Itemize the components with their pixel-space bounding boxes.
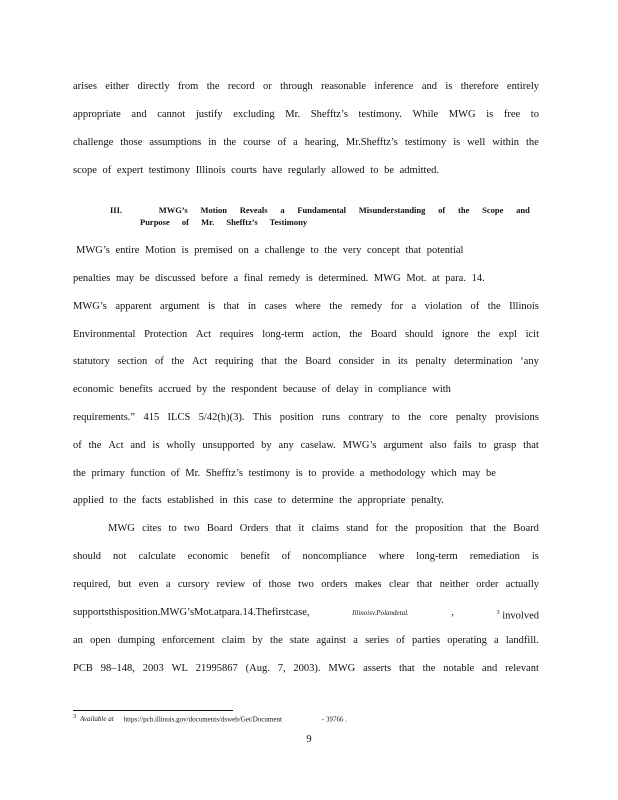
- paragraph-2-line: MWG’s apparent argument is that in cases where the remedy for a violation of the Illinois: [73, 301, 539, 312]
- paragraph-2-line: applied to the facts established in this case to determine the appropriate penalty.: [73, 495, 444, 506]
- page-number: 9: [306, 734, 312, 745]
- paragraph-1-line: challenge those assumptions in the course of a hearing, Mr.Shefftz’s testimony is well within the: [73, 137, 539, 148]
- paragraph-3-line: an open dumping enforcement claim by the state against a series of parties operating a landfill.: [73, 635, 539, 646]
- case-name: Illinoisv.Polandetal.: [352, 609, 409, 617]
- section-heading: III. MWG’s Motion Reveals a Fundamental Misunderstanding of the Scope and Purpose of Mr. Shefftz’s Testimony: [110, 205, 530, 227]
- paragraph-3-line: MWG cites to two Board Orders that it claims stand for the proposition that the Board: [108, 523, 539, 534]
- footnote: [73, 714, 347, 723]
- footnote-marker: 3: [73, 714, 76, 720]
- paragraph-3-line: PCB 98–148, 2003 WL 21995867 (Aug. 7, 2003). MWG asserts that the notable and relevant: [73, 663, 539, 674]
- paragraph-3-line: required, but even a cursory review of those two orders makes clear that neither order actually: [73, 579, 539, 590]
- paragraph-2-line: penalties may be discussed before a final remedy is determined. MWG Mot. at para. 14.: [73, 273, 485, 284]
- section-heading-line2: Purpose of Mr. Shefftz’s Testimony: [140, 217, 308, 227]
- paragraph-1-line: appropriate and cannot justify excluding Mr. Shefftz’s testimony. While MWG is free to: [73, 109, 539, 120]
- paragraph-2-line: economic benefits accrued by the respondent because of delay in compliance with: [73, 384, 451, 395]
- footnote-available-label: Available at: [80, 715, 114, 724]
- paragraph-2-line: requirements.” 415 ILCS 5/42(h)(3). This position runs contrary to the core penalty provisions: [73, 412, 539, 423]
- paragraph-2-line: MWG’s entire Motion is premised on a challenge to the very concept that potential: [76, 245, 464, 256]
- paragraph-2-line: the primary function of Mr. Shefftz’s testimony is to provide a methodology which may be: [73, 468, 496, 479]
- footnote-url-link[interactable]: https://pcb.illinois.gov/documents/dsweb/Get/Document: [123, 715, 282, 724]
- paragraph-2-line: statutory section of the Act requiring that the Board consider in its penalty determination ‘any: [73, 356, 539, 367]
- paragraph-1-line: arises either directly from the record or through reasonable inference and is therefore entirely: [73, 81, 539, 92]
- section-number: III.: [110, 205, 123, 215]
- paragraph-3-line: supportsthisposition.MWG’sMot.atpara.14.Thefirstcase, Illinoisv.Polandetal. , $^3$ involved: [73, 607, 539, 622]
- citation-text: supportsthisposition.MWG’sMot.atpara.14.Thefirstcase,: [73, 607, 310, 618]
- footnote-reference[interactable]: 3: [496, 610, 500, 616]
- paragraph-3-line: should not calculate economic benefit of noncompliance where long-term remediation is: [73, 551, 539, 562]
- paragraph-2-line: of the Act and is wholly unsupported by any caselaw. MWG’s argument also fails to grasp that: [73, 440, 539, 451]
- footnote-document-id: - 39766 .: [321, 715, 347, 724]
- paragraph-1-line: scope of expert testimony Illinois courts have regularly allowed to be admitted.: [73, 165, 439, 176]
- paragraph-2-line: Environmental Protection Act requires long-term action, the Board should ignore the expl icit: [73, 329, 539, 340]
- footnote-divider: [73, 710, 233, 711]
